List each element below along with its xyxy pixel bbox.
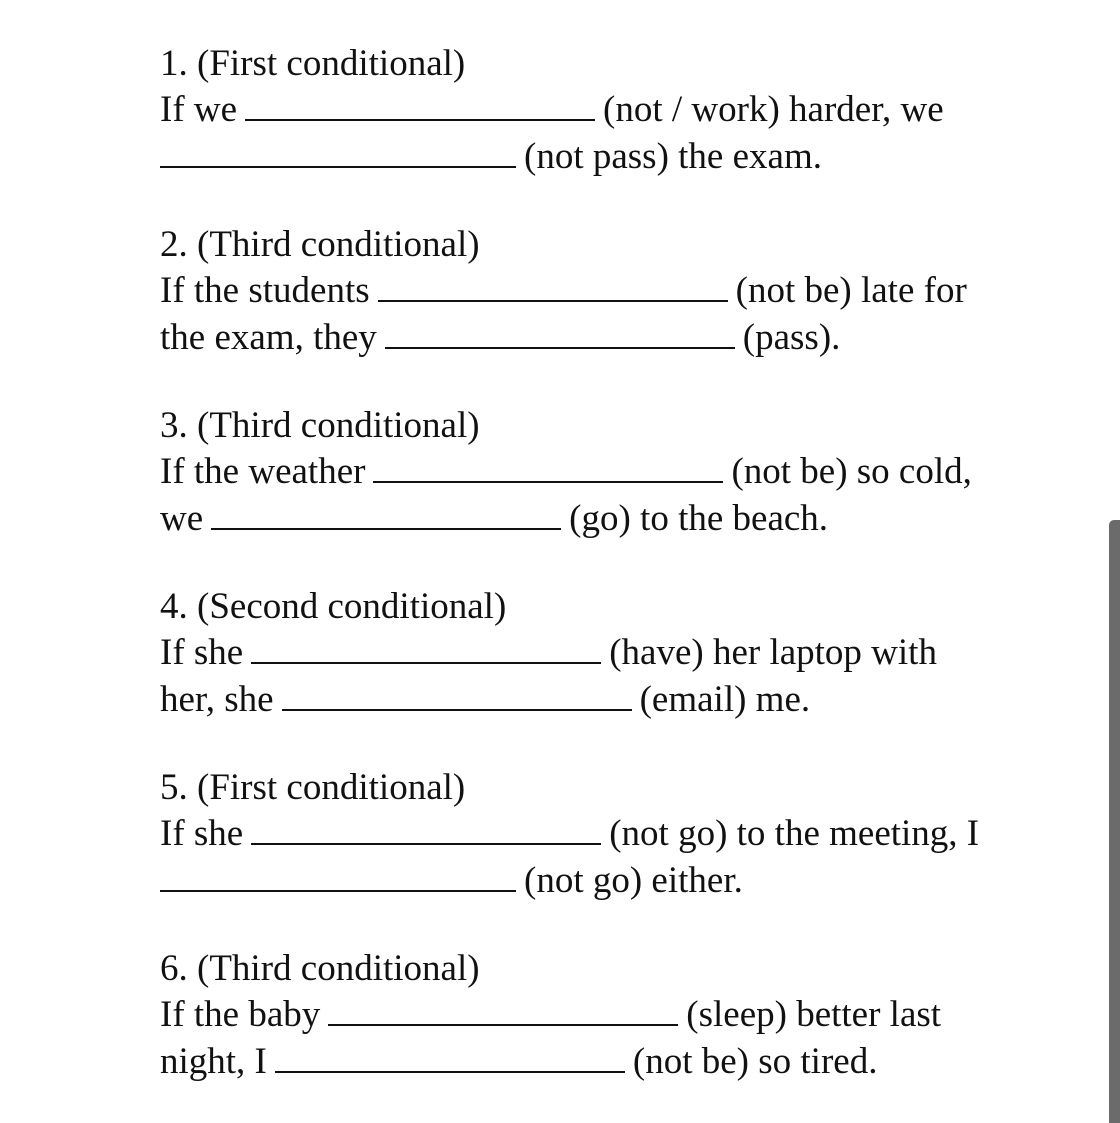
exercise-heading: 6. (Third conditional) [160,948,480,989]
sentence-text: If we [160,89,238,130]
exercise-heading: 5. (First conditional) [160,767,466,808]
exercise-line-1 [160,450,972,494]
exercise-line-1 [160,812,979,856]
exercise-heading: 1. (First conditional) [160,43,466,84]
answer-blank[interactable] [251,813,601,845]
sentence-text: night, I [160,1041,267,1082]
sentence-text: If the baby [160,994,321,1035]
exercise-line-2 [160,135,822,179]
exercise-heading: 3. (Third conditional) [160,405,480,446]
answer-blank[interactable] [211,498,561,530]
answer-blank[interactable] [251,632,601,664]
exercise-line-1 [160,993,941,1037]
answer-blank[interactable] [328,994,678,1026]
verb-hint: (pass). [742,317,841,358]
sentence-text: If the students [160,270,370,311]
verb-hint: (not be) so cold, [731,451,972,492]
answer-blank[interactable] [160,136,516,168]
answer-blank[interactable] [160,860,516,892]
verb-hint: (not be) late for [735,270,967,311]
exercise-line-2 [160,678,810,722]
answer-blank[interactable] [373,451,723,483]
sentence-text: If she [160,813,244,854]
verb-hint: (not pass) the exam. [524,136,822,177]
exercise-heading: 2. (Third conditional) [160,224,480,265]
verb-hint: (sleep) better last [686,994,942,1035]
verb-hint: (not be) so tired. [632,1041,878,1082]
vertical-scrollbar[interactable] [1109,520,1120,1123]
answer-blank[interactable] [385,317,735,349]
exercise-line-1 [160,88,944,132]
exercise-line-2 [160,316,840,360]
verb-hint: (go) to the beach. [569,498,829,539]
answer-blank[interactable] [378,270,728,302]
exercise-line-2 [160,497,828,541]
exercise-line-1 [160,631,937,675]
exercise-heading: 4. (Second conditional) [160,586,507,627]
exercise-line-2 [160,859,743,903]
answer-blank[interactable] [282,679,632,711]
sentence-text: her, she [160,679,274,720]
verb-hint: (not go) either. [524,860,743,901]
verb-hint: (email) me. [639,679,811,720]
verb-hint: (not / work) harder, we [603,89,944,130]
answer-blank[interactable] [275,1041,625,1073]
verb-hint: (not go) to the meeting, I [609,813,980,854]
verb-hint: (have) her laptop with [609,632,937,673]
exercise-line-1 [160,269,967,313]
sentence-text: If the weather [160,451,366,492]
answer-blank[interactable] [245,89,595,121]
sentence-text: If she [160,632,244,673]
sentence-text: the exam, they [160,317,377,358]
sentence-text: we [160,498,204,539]
exercise-line-2 [160,1040,877,1084]
